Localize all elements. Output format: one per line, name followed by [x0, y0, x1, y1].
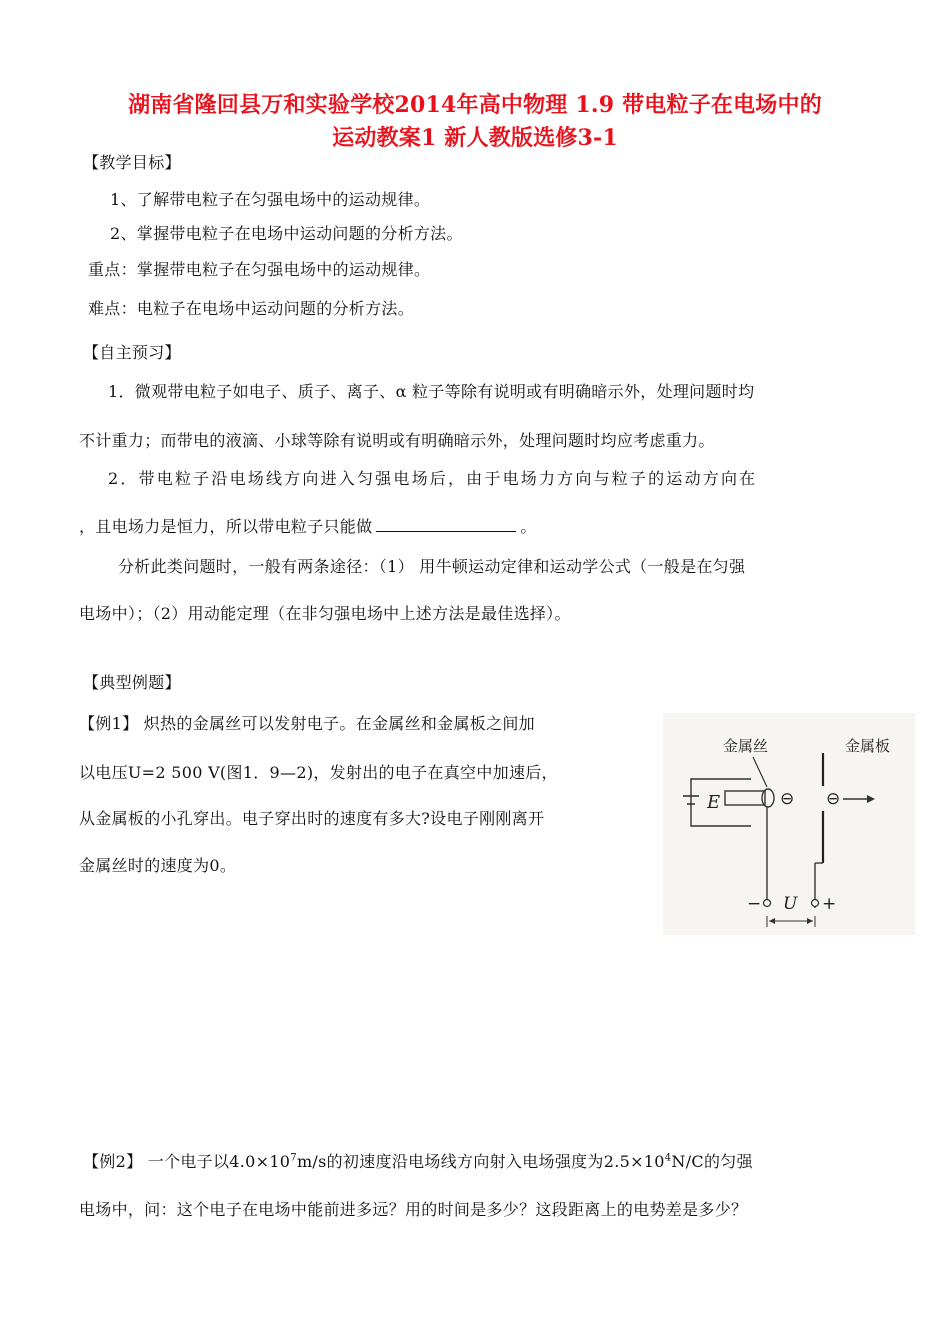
example1-line4: 金属丝时的速度为0。: [79, 856, 237, 875]
example2-exp1: 7: [290, 1152, 297, 1164]
difficulty-point: 难点：电粒子在电场中运动问题的分析方法。: [88, 299, 415, 318]
exiting-electron-icon: ⊖: [826, 789, 841, 809]
example1-line2: 以电压U=2 500 V(图1．9—2)，发射出的电子在真空中加速后，: [79, 763, 558, 782]
label-voltage: U: [783, 894, 798, 914]
objective-item-1: 1、了解带电粒子在匀强电场中的运动规律。: [110, 190, 431, 209]
objective-item-2: 2、掌握带电粒子在电场中运动问题的分析方法。: [110, 224, 463, 243]
preview-p2-text-a: ，且电场力是恒力，所以带电粒子只能做: [79, 517, 373, 536]
preview-p1-line2: 不计重力；而带电的液滴、小球等除有说明或有明确暗示外，处理问题时均应考虑重力。: [79, 431, 715, 450]
example2-text-a: 【例2】 一个电子以4.0×10: [83, 1152, 291, 1171]
preview-p1-line1: 1．微观带电粒子如电子、质子、离子、α 粒子等除有说明或有明确暗示外，处理问题时均: [108, 382, 755, 401]
label-metal-wire: 金属丝: [723, 737, 769, 755]
example2-text-b: m/s的初速度沿电场线方向射入电场强度为2.5×10: [296, 1152, 665, 1171]
preview-heading: 【自主预习】: [83, 343, 181, 362]
example2-text-c: N/C的匀强: [671, 1152, 753, 1171]
example1-line1: 【例1】 炽热的金属丝可以发射电子。在金属丝和金属板之间加: [79, 714, 535, 733]
electron-gun-diagram: [663, 713, 915, 935]
terminal-minus: −: [747, 894, 762, 914]
example2-line1: [83, 1149, 753, 1172]
terminal-plus: +: [822, 894, 837, 914]
page-title-line2: 运动教案1 新人教版选修3-1: [332, 125, 618, 151]
answer-blank[interactable]: [376, 517, 516, 532]
example1-line3: 从金属板的小孔穿出。电子穿出时的速度有多大?设电子刚刚离开: [79, 809, 545, 828]
label-metal-plate: 金属板: [845, 737, 891, 755]
preview-p2-line1: 2．带电粒子沿电场线方向进入匀强电场后，由于电场力方向与粒子的运动方向在: [108, 469, 758, 488]
examples-heading: 【典型例题】: [83, 673, 181, 692]
label-emf: E: [707, 792, 721, 813]
electron-icon: ⊖: [780, 789, 795, 809]
page-title-line1: 湖南省隆回县万和实验学校2014年高中物理 1.9 带电粒子在电场中的: [128, 92, 822, 118]
preview-p3-line1: 分析此类问题时，一般有两条途径：（1） 用牛顿运动定律和运动学公式（一般是在匀强: [118, 557, 746, 576]
key-point: 重点：掌握带电粒子在匀强电场中的运动规律。: [88, 260, 431, 279]
example2-line2: 电场中，问：这个电子在电场中能前进多远？用的时间是多少？这段距离上的电势差是多少？: [79, 1200, 748, 1219]
preview-p3-line2: 电场中）；（2）用动能定理（在非匀强电场中上述方法是最佳选择）。: [79, 604, 571, 623]
preview-p2-line2: [79, 514, 537, 537]
objectives-heading: 【教学目标】: [83, 153, 181, 172]
example2-exp2: 4: [664, 1152, 672, 1164]
preview-p2-text-b: 。: [520, 517, 537, 536]
